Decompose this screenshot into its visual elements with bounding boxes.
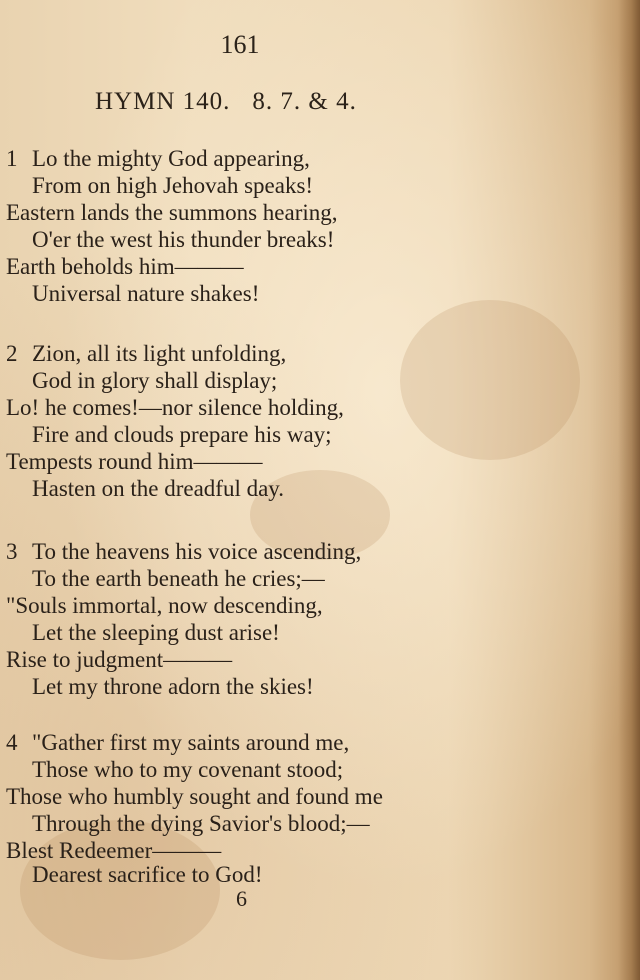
stanza-3-line-4: Let the sleeping dust arise! bbox=[32, 620, 280, 645]
stanza-1-line-5: Earth beholds him——— bbox=[6, 254, 244, 279]
stanza-4-line-1 bbox=[6, 730, 349, 756]
stanza-2-line-6: Hasten on the dreadful day. bbox=[32, 476, 285, 501]
stanza-1-line-1 bbox=[6, 146, 310, 172]
stanza-1-line-6: Universal nature shakes! bbox=[32, 281, 260, 306]
stanza-4-line-3: Those who humbly sought and found me bbox=[6, 784, 383, 809]
verse-text: Zion, all its light unfolding, bbox=[32, 341, 287, 366]
stanza-4-line-5: Blest Redeemer——— bbox=[6, 838, 222, 863]
stanza-1-line-2: From on high Jehovah speaks! bbox=[32, 173, 314, 198]
stanza-2-line-5: Tempests round him——— bbox=[6, 449, 263, 474]
stanza-3-line-2: To the earth beneath he cries;— bbox=[32, 566, 325, 591]
stanza-number: 4 bbox=[6, 730, 18, 755]
stanza-4-line-4: Through the dying Savior's blood;— bbox=[32, 811, 370, 836]
stanza-2-line-1 bbox=[6, 341, 286, 367]
verse-text: To the heavens his voice ascending, bbox=[32, 539, 362, 564]
paper-stain bbox=[400, 300, 580, 460]
stanza-3-line-6: Let my throne adorn the skies! bbox=[32, 674, 314, 699]
stanza-1-line-3: Eastern lands the summons hearing, bbox=[6, 200, 338, 225]
verse-text: "Gather first my saints around me, bbox=[32, 730, 350, 755]
stanza-3-line-5: Rise to judgment——— bbox=[6, 647, 233, 672]
hymn-label: HYMN 140. bbox=[95, 88, 231, 115]
stanza-2-line-4: Fire and clouds prepare his way; bbox=[32, 422, 332, 447]
hymn-meter: 8. 7. & 4. bbox=[252, 88, 357, 115]
hymn-title bbox=[95, 88, 357, 116]
stanza-1-line-4: O'er the west his thunder breaks! bbox=[32, 227, 335, 252]
page-number: 161 bbox=[220, 30, 260, 59]
stanza-2-line-3: Lo! he comes!—nor silence holding, bbox=[6, 395, 344, 420]
stanza-number: 2 bbox=[6, 341, 18, 366]
stanza-2-line-2: God in glory shall display; bbox=[32, 368, 278, 393]
stanza-number: 1 bbox=[6, 146, 18, 171]
stanza-3-line-1 bbox=[6, 539, 361, 565]
stanza-4-line-2: Those who to my covenant stood; bbox=[32, 757, 344, 782]
stanza-3-line-3: "Souls immortal, now descending, bbox=[6, 593, 323, 618]
stanza-4-line-6: Dearest sacrifice to God! bbox=[32, 862, 263, 887]
printer-signature-mark: 6 bbox=[236, 886, 247, 911]
verse-text: Lo the mighty God appearing, bbox=[32, 146, 310, 171]
page-spine-shadow bbox=[618, 0, 640, 980]
stanza-number: 3 bbox=[6, 539, 18, 564]
